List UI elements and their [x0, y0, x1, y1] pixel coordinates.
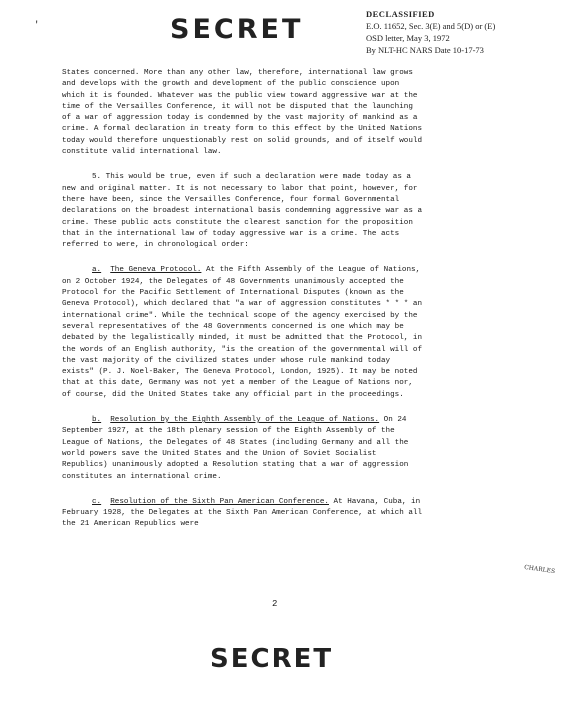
paragraph-c-pan-american — [62, 497, 422, 531]
classification-stamp-bottom: SECRET — [210, 644, 334, 674]
paragraph-continuation: States concerned. More than any other law, therefore, international law grows and develops with the growth and development of the public conscience upon which it is founded. Whatever was the public view toward aggressive war at the time of the Versailles Conference, it will not be disputed that the launching of a war of aggression today is condemned by the vast majority of mankind as a crime. A formal declaration in treaty form to this effect by the United Nations today would therefore unquestionably rest on solid grounds, and of itself would constitute valid international law. — [62, 69, 423, 157]
classification-stamp-top: SECRET — [170, 14, 304, 45]
eighth-assembly-text: On 24 September 1927, at the 18th plenary session of the Eighth Assembly of the League of Nations, the Delegates of 48 States (including Germany and all the world powers save the United States and the Union of Soviet Socialist Republics) unanimously adopted a Resolution stating that a war of aggression constitutes an international crime. — [62, 416, 409, 481]
document-body — [62, 68, 422, 545]
paragraph-5: 5. This would be true, even if such a declaration were made today as a new and original matter. It is not necessary to labor that point, however, for there have been, since the Versailles Conference, four formal Governmental declarations on the broadest international basis condemning aggressive war as a crime. These public acts constitute the clearest sanction for the proposition that in the international law of today aggressive war is a crime. The acts referred to were, in chronological order: — [62, 173, 423, 250]
declass-line-2: OSD letter, May 3, 1972 — [366, 33, 450, 43]
corner-mark: ' — [34, 20, 40, 30]
item-letter-c: c. — [92, 497, 102, 506]
paragraph-b-eighth-assembly — [62, 415, 422, 483]
geneva-protocol-text: At the Fifth Assembly of the League of Nations, on 2 October 1924, the Delegates of 48 Governments unanimously accepted the Protocol for the Pacific Settlement of International Disputes (known as the Geneva Protocol), which declared that "a war of aggression constitutes * * * an international crime". While the technical scope of the agency exercised by the several representatives of the 48 Governments concerned is one which may be debated by the legalistically minded, it must be admitted that the Protocol, in the words of an English authority, "is the creation of the governmental will of the vast majority of the civilized states under whose rule mankind today exists" (P. J. Noel-Baker, The Geneva Protocol, London, 1925). It may be noted that at this date, Germany was not yet a member of the League of Nations nor, of course, did the United States take any official part in the proceedings. — [62, 266, 423, 399]
heading-eighth-assembly: Resolution by the Eighth Assembly of the League of Nations. — [110, 416, 380, 425]
item-letter-b: b. — [92, 416, 102, 425]
item-letter-a: a. — [92, 266, 102, 275]
declass-line-3: By NLT-HC NARS Date 10-17-73 — [366, 45, 484, 55]
declass-title: DECLASSIFIED — [366, 9, 435, 19]
declassification-stamp — [366, 8, 495, 56]
heading-pan-american: Resolution of the Sixth Pan American Conference. — [110, 497, 329, 506]
heading-geneva-protocol: The Geneva Protocol. — [110, 266, 202, 275]
paragraph-a-geneva-protocol — [62, 265, 422, 401]
margin-note: CHARLES — [523, 563, 556, 576]
declass-line-1: E.O. 11652, Sec. 3(E) and 5(D) or (E) — [366, 21, 496, 31]
page-number: 2 — [272, 599, 278, 609]
pan-american-text: At Havana, Cuba, in February 1928, the Delegates at the Sixth Pan American Conference, at which all the 21 American Republics were — [62, 497, 423, 529]
